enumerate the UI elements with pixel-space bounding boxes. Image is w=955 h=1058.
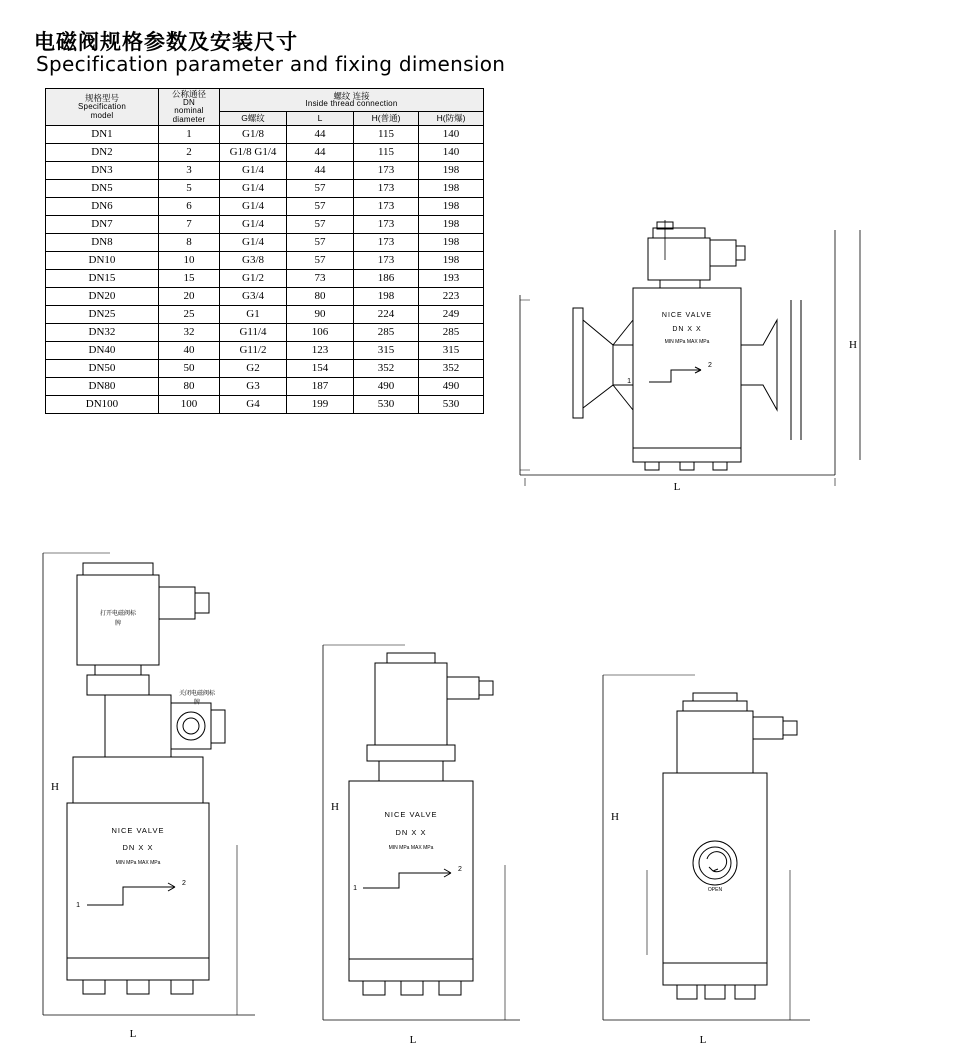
header-l: L (287, 112, 354, 126)
cell-g-thread: G1/4 (220, 234, 287, 252)
cell-h-explosionproof: 140 (419, 144, 484, 162)
rating-label: MIN MPa MAX MPa (664, 339, 710, 345)
dimension-h-label: H (849, 339, 857, 351)
port-out-label: 2 (182, 880, 186, 887)
brand-label: NICE VALVE (111, 826, 165, 835)
cell-h-explosionproof: 315 (419, 342, 484, 360)
cell-h-explosionproof: 490 (419, 378, 484, 396)
cell-model: DN50 (46, 360, 159, 378)
cell-g-thread: G3 (220, 378, 287, 396)
cell-h-normal: 285 (354, 324, 419, 342)
cell-g-thread: G1/2 (220, 270, 287, 288)
table-row (46, 270, 484, 288)
brand-label: NICE VALVE (661, 312, 713, 319)
cell-model: DN15 (46, 270, 159, 288)
rating-label: MIN MPa MAX MPa (388, 845, 434, 851)
cell-model: DN100 (46, 396, 159, 414)
cell-nominal-diameter: 40 (159, 342, 220, 360)
cell-g-thread: G11/4 (220, 324, 287, 342)
header-thread-connection: 螺纹 连接 Inside thread connection (220, 89, 484, 112)
cell-model: DN20 (46, 288, 159, 306)
dimension-h-label: H (51, 781, 59, 793)
cell-g-thread: G1/8 G1/4 (220, 144, 287, 162)
cell-h-normal: 315 (354, 342, 419, 360)
close-solenoid-label-2: 牌 (193, 699, 201, 706)
table-header-row-1 (46, 89, 484, 112)
open-solenoid-label-2: 牌 (114, 620, 122, 627)
cell-l: 57 (287, 180, 354, 198)
table-row (46, 396, 484, 414)
cell-l: 44 (287, 162, 354, 180)
cell-nominal-diameter: 100 (159, 396, 220, 414)
cell-model: DN3 (46, 162, 159, 180)
cell-g-thread: G3/4 (220, 288, 287, 306)
cell-h-normal: 115 (354, 126, 419, 144)
header-g-thread: G螺纹 (220, 112, 287, 126)
cell-nominal-diameter: 3 (159, 162, 220, 180)
dimension-h-label: H (331, 801, 339, 813)
cell-l: 44 (287, 126, 354, 144)
page-title-english: Specification parameter and fixing dimension (36, 52, 506, 76)
port-out-label: 2 (458, 866, 462, 873)
port-in-label: 1 (76, 902, 80, 909)
header-h-normal: H(普通) (354, 112, 419, 126)
model-label: DN X X (672, 326, 702, 333)
cell-h-explosionproof: 198 (419, 216, 484, 234)
cell-nominal-diameter: 10 (159, 252, 220, 270)
table-row (46, 144, 484, 162)
cell-nominal-diameter: 6 (159, 198, 220, 216)
table-row (46, 324, 484, 342)
cell-model: DN32 (46, 324, 159, 342)
model-label: DN X X (122, 843, 154, 852)
table-row (46, 126, 484, 144)
cell-g-thread: G1/8 (220, 126, 287, 144)
cell-h-explosionproof: 285 (419, 324, 484, 342)
table-row (46, 234, 484, 252)
cell-g-thread: G3/8 (220, 252, 287, 270)
cell-model: DN8 (46, 234, 159, 252)
cell-l: 106 (287, 324, 354, 342)
table-row (46, 162, 484, 180)
cell-l: 90 (287, 306, 354, 324)
cell-l: 57 (287, 216, 354, 234)
brand-label: NICE VALVE (384, 810, 438, 819)
cell-h-explosionproof: 198 (419, 180, 484, 198)
cell-h-normal: 352 (354, 360, 419, 378)
cell-nominal-diameter: 7 (159, 216, 220, 234)
drawing-top-right (505, 200, 885, 510)
table-row (46, 306, 484, 324)
cell-g-thread: G4 (220, 396, 287, 414)
cell-g-thread: G11/2 (220, 342, 287, 360)
cell-nominal-diameter: 80 (159, 378, 220, 396)
cell-h-normal: 173 (354, 198, 419, 216)
drawing-bottom-left (25, 545, 285, 1045)
valve-indicator-label: OPEN (707, 887, 723, 893)
port-in-label: 1 (353, 885, 357, 892)
cell-h-explosionproof: 198 (419, 252, 484, 270)
table-header (46, 89, 484, 126)
cell-nominal-diameter: 50 (159, 360, 220, 378)
close-solenoid-label: 关闭电磁阀标 (178, 690, 216, 697)
cell-g-thread: G1/4 (220, 198, 287, 216)
cell-h-normal: 173 (354, 252, 419, 270)
cell-h-explosionproof: 352 (419, 360, 484, 378)
cell-l: 57 (287, 252, 354, 270)
cell-nominal-diameter: 25 (159, 306, 220, 324)
cell-h-normal: 173 (354, 180, 419, 198)
specification-table (45, 88, 484, 414)
cell-nominal-diameter: 1 (159, 126, 220, 144)
cell-nominal-diameter: 5 (159, 180, 220, 198)
port-out-label: 2 (708, 362, 712, 369)
table-row (46, 198, 484, 216)
cell-h-explosionproof: 249 (419, 306, 484, 324)
cell-l: 199 (287, 396, 354, 414)
cell-g-thread: G2 (220, 360, 287, 378)
cell-model: DN10 (46, 252, 159, 270)
dimension-l-label: L (409, 1034, 417, 1046)
table-row (46, 216, 484, 234)
cell-model: DN6 (46, 198, 159, 216)
cell-h-normal: 173 (354, 216, 419, 234)
drawing-bottom-center (305, 635, 545, 1055)
header-nominal-diameter: 公称通径 DN nominal diameter (159, 89, 220, 126)
cell-h-normal: 173 (354, 162, 419, 180)
cell-model: DN5 (46, 180, 159, 198)
cell-h-normal: 530 (354, 396, 419, 414)
cell-h-normal: 186 (354, 270, 419, 288)
dimension-l-label: L (129, 1028, 137, 1040)
cell-model: DN7 (46, 216, 159, 234)
rating-label: MIN MPa MAX MPa (115, 860, 161, 866)
header-model: 规格型号 Specification model (46, 89, 159, 126)
cell-l: 57 (287, 234, 354, 252)
cell-l: 123 (287, 342, 354, 360)
cell-h-explosionproof: 198 (419, 162, 484, 180)
cell-l: 57 (287, 198, 354, 216)
dimension-h-label: H (611, 811, 619, 823)
cell-nominal-diameter: 15 (159, 270, 220, 288)
cell-h-explosionproof: 140 (419, 126, 484, 144)
cell-model: DN25 (46, 306, 159, 324)
cell-l: 44 (287, 144, 354, 162)
table-row (46, 180, 484, 198)
drawing-bottom-right (585, 655, 835, 1055)
table-row (46, 360, 484, 378)
cell-nominal-diameter: 32 (159, 324, 220, 342)
cell-g-thread: G1/4 (220, 216, 287, 234)
cell-l: 187 (287, 378, 354, 396)
table-body (46, 126, 484, 414)
cell-l: 154 (287, 360, 354, 378)
model-label: DN X X (395, 828, 427, 837)
cell-h-explosionproof: 193 (419, 270, 484, 288)
dimension-l-label: L (699, 1034, 707, 1046)
cell-l: 80 (287, 288, 354, 306)
cell-l: 73 (287, 270, 354, 288)
page-title-chinese: 电磁阀规格参数及安装尺寸 (34, 30, 298, 54)
cell-model: DN40 (46, 342, 159, 360)
cell-h-normal: 224 (354, 306, 419, 324)
port-in-label: 1 (627, 378, 631, 385)
cell-model: DN1 (46, 126, 159, 144)
open-solenoid-label: 打开电磁阀标 (99, 610, 137, 617)
dimension-l-label: L (673, 481, 681, 493)
cell-nominal-diameter: 2 (159, 144, 220, 162)
cell-nominal-diameter: 20 (159, 288, 220, 306)
header-h-explosionproof: H(防爆) (419, 112, 484, 126)
cell-g-thread: G1/4 (220, 180, 287, 198)
cell-h-normal: 490 (354, 378, 419, 396)
table-row (46, 378, 484, 396)
cell-model: DN2 (46, 144, 159, 162)
cell-h-normal: 198 (354, 288, 419, 306)
cell-h-explosionproof: 198 (419, 234, 484, 252)
cell-h-normal: 173 (354, 234, 419, 252)
cell-h-explosionproof: 198 (419, 198, 484, 216)
table-row (46, 252, 484, 270)
cell-g-thread: G1 (220, 306, 287, 324)
cell-nominal-diameter: 8 (159, 234, 220, 252)
cell-h-explosionproof: 530 (419, 396, 484, 414)
table-row (46, 288, 484, 306)
cell-h-explosionproof: 223 (419, 288, 484, 306)
cell-model: DN80 (46, 378, 159, 396)
cell-g-thread: G1/4 (220, 162, 287, 180)
table-row (46, 342, 484, 360)
cell-h-normal: 115 (354, 144, 419, 162)
